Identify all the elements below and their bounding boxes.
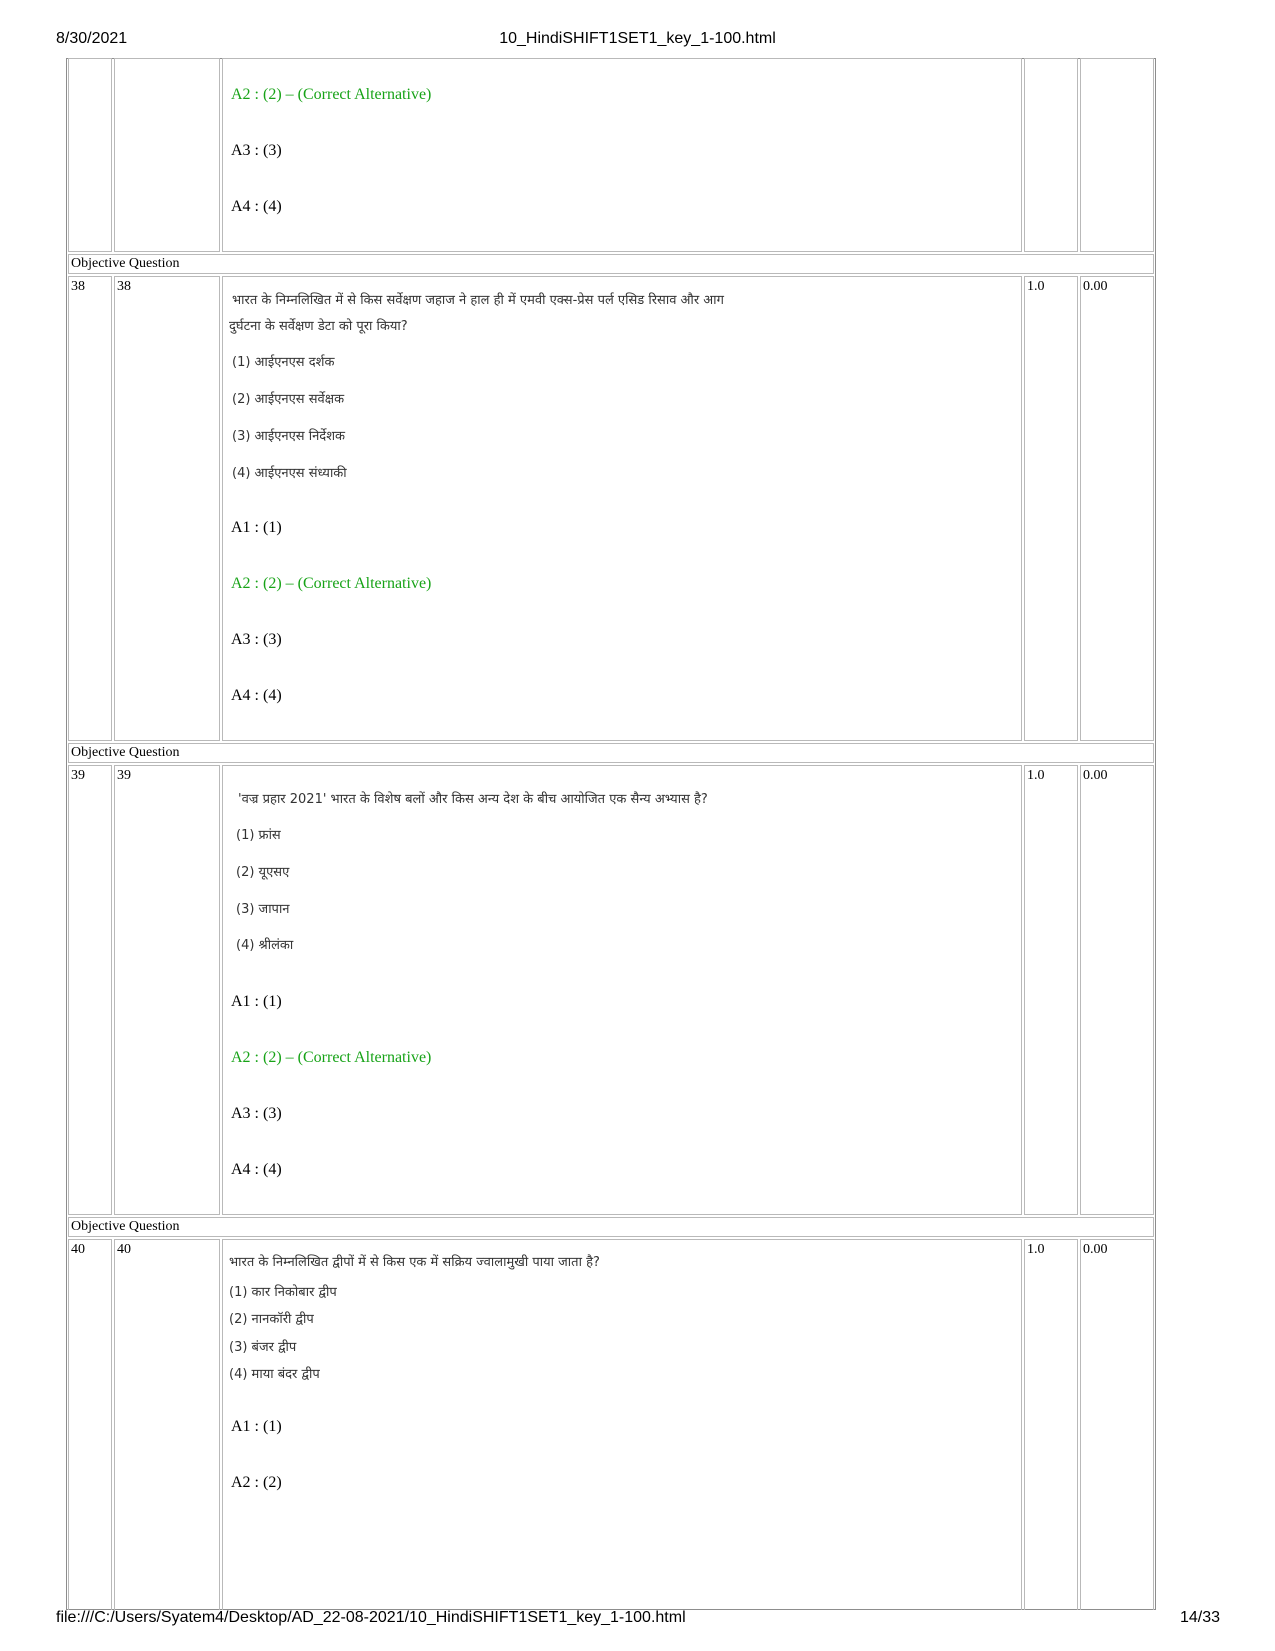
- answer-option-4: A4 : (4): [231, 687, 282, 704]
- answer-option-2: A2 : (2): [231, 1474, 282, 1491]
- answer-option-3: A3 : (3): [231, 631, 282, 648]
- answer-option-1: A1 : (1): [231, 519, 282, 536]
- answer-option-3: A3 : (3): [231, 1105, 282, 1122]
- question-type-label: Objective Question: [71, 1219, 180, 1234]
- question-text-line-1: भारत के निम्नलिखित द्वीपों में से किस एक में सक्रिय ज्वालामुखी पाया जाता है?: [229, 1255, 600, 1270]
- option-3: (3) आईएनएस निर्देशक: [232, 429, 346, 444]
- question-type-label: Objective Question: [71, 745, 180, 760]
- option-2: (2) आईएनएस सर्वेक्षक: [232, 392, 345, 407]
- question-type-row: [68, 254, 1154, 274]
- question-id: 40: [117, 1242, 131, 1257]
- option-4: (4) आईएनएस संध्याकी: [232, 466, 347, 481]
- question-id: 38: [117, 279, 131, 294]
- option-4: (4) माया बंदर द्वीप: [229, 1367, 320, 1382]
- question-text-line-1: भारत के निम्नलिखित में से किस सर्वेक्षण जहाज ने हाल ही में एमवी एक्स-प्रेस पर्ल एसिड रिसाव और आग: [232, 293, 724, 308]
- answer-option-4: A4 : (4): [231, 1161, 282, 1178]
- serial-number: 39: [71, 768, 85, 783]
- marks-value: 1.0: [1027, 1242, 1045, 1257]
- question-id: 39: [117, 768, 131, 783]
- answer-option-2-correct: A2 : (2) – (Correct Alternative): [231, 86, 432, 103]
- question-type-label: Objective Question: [71, 256, 180, 271]
- marks-value: 1.0: [1027, 279, 1045, 294]
- option-2: (2) यूएसए: [236, 865, 290, 880]
- option-1: (1) कार निकोबार द्वीप: [229, 1285, 337, 1300]
- answer-option-1: A1 : (1): [231, 1418, 282, 1435]
- option-4: (4) श्रीलंका: [236, 938, 294, 953]
- option-2: (2) नानकॉरी द्वीप: [229, 1312, 314, 1327]
- question-type-row: [68, 1217, 1154, 1237]
- question-type-row: [68, 743, 1154, 763]
- print-file-path: file:///C:/Users/Syatem4/Desktop/AD_22-08-2021/10_HindiSHIFT1SET1_key_1-100.html: [56, 1609, 686, 1626]
- negative-marks-value: 0.00: [1083, 768, 1108, 783]
- negative-marks-value: 0.00: [1083, 279, 1108, 294]
- option-3: (3) बंजर द्वीप: [229, 1340, 297, 1355]
- answer-option-1: A1 : (1): [231, 993, 282, 1010]
- negative-marks-value: 0.00: [1083, 1242, 1108, 1257]
- option-1: (1) आईएनएस दर्शक: [232, 355, 335, 370]
- serial-number: 38: [71, 279, 85, 294]
- serial-number: 40: [71, 1242, 85, 1257]
- answer-option-4: A4 : (4): [231, 198, 282, 215]
- answer-option-2-correct: A2 : (2) – (Correct Alternative): [231, 575, 432, 592]
- print-title: 10_HindiSHIFT1SET1_key_1-100.html: [499, 30, 776, 47]
- question-text-line-1: 'वज्र प्रहार 2021' भारत के विशेष बलों और किस अन्य देश के बीच आयोजित एक सैन्य अभ्यास है?: [238, 792, 708, 807]
- answer-option-2-correct: A2 : (2) – (Correct Alternative): [231, 1049, 432, 1066]
- question-text-line-2: दुर्घटना के सर्वेक्षण डेटा को पूरा किया?: [229, 319, 408, 334]
- marks-value: 1.0: [1027, 768, 1045, 783]
- option-3: (3) जापान: [236, 902, 290, 917]
- answer-option-3: A3 : (3): [231, 142, 282, 159]
- option-1: (1) फ्रांस: [236, 828, 281, 843]
- print-date: 8/30/2021: [56, 30, 128, 47]
- page-number: 14/33: [1179, 1609, 1220, 1626]
